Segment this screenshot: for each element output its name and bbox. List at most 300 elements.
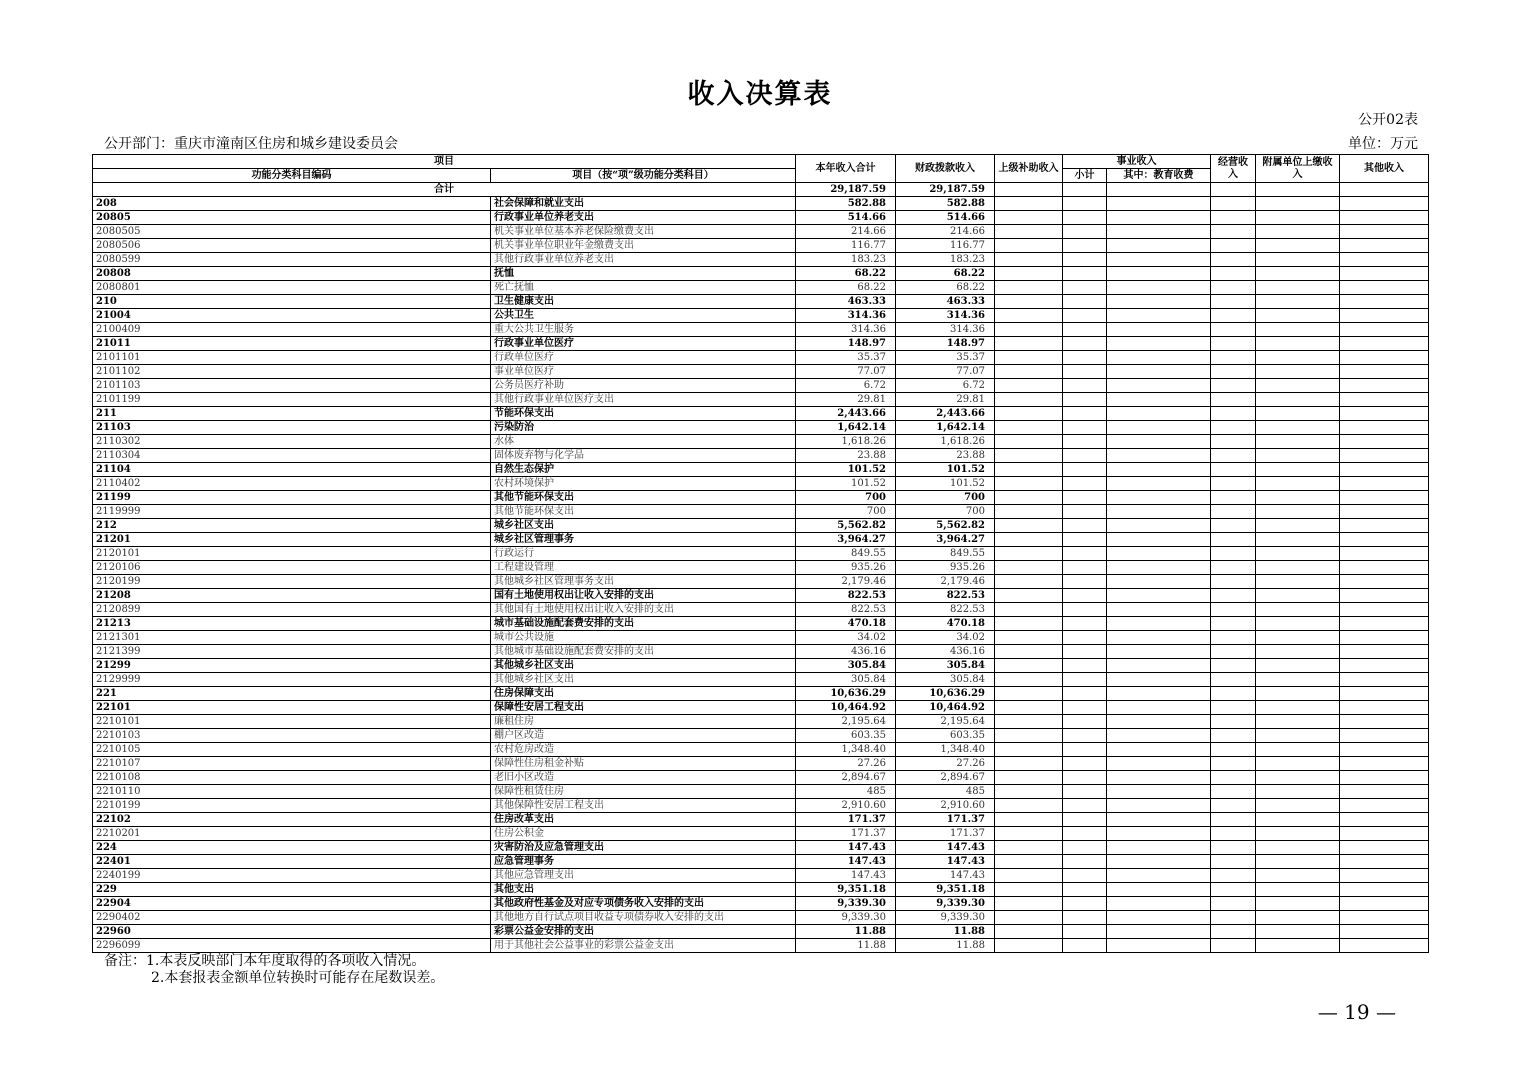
row-name: 其他政府性基金及对应专项债务收入安排的支出 [491,897,796,911]
row-total: 514.66 [796,211,896,225]
empty-cell [995,393,1063,407]
empty-cell [1256,435,1340,449]
empty-cell [1107,785,1211,799]
empty-cell [1107,855,1211,869]
row-total: 436.16 [796,645,896,659]
empty-cell [1107,421,1211,435]
empty-cell [1256,393,1340,407]
empty-cell [1340,393,1429,407]
empty-cell [1340,295,1429,309]
row-code: 21213 [93,617,491,631]
empty-cell [1256,295,1340,309]
unit-label: 单位：万元 [1348,136,1418,152]
row-name: 卫生健康支出 [491,295,796,309]
row-code: 2080505 [93,225,491,239]
empty-cell [1063,309,1107,323]
empty-cell [1063,491,1107,505]
empty-cell [995,939,1063,953]
row-code: 2129999 [93,673,491,687]
table-row [93,295,1429,309]
empty-cell [1063,407,1107,421]
row-code: 2296099 [93,939,491,953]
table-row [93,673,1429,687]
row-total: 822.53 [796,603,896,617]
empty-cell [1063,449,1107,463]
row-name: 保障性租赁住房 [491,785,796,799]
empty-cell [1256,659,1340,673]
row-total: 77.07 [796,365,896,379]
row-fiscal: 1,618.26 [896,435,995,449]
empty-cell [1340,617,1429,631]
empty-cell [1340,841,1429,855]
row-name: 其他城乡社区支出 [491,673,796,687]
empty-cell [1340,379,1429,393]
empty-cell [1107,435,1211,449]
row-total: 470.18 [796,617,896,631]
row-name: 国有土地使用权出让收入安排的支出 [491,589,796,603]
row-code: 211 [93,407,491,421]
empty-cell [1107,701,1211,715]
row-fiscal: 470.18 [896,617,995,631]
table-row [93,337,1429,351]
empty-cell [1063,337,1107,351]
row-name: 城市基础设施配套费安排的支出 [491,617,796,631]
empty-cell [1256,575,1340,589]
empty-cell [1211,463,1256,477]
header-fiscal: 财政拨款收入 [896,155,995,183]
empty-cell [1107,631,1211,645]
empty-cell [1211,337,1256,351]
row-total: 1,618.26 [796,435,896,449]
empty-cell [1063,687,1107,701]
row-name: 机关事业单位职业年金缴费支出 [491,239,796,253]
row-fiscal: 700 [896,505,995,519]
table-row [93,603,1429,617]
row-total: 10,464.92 [796,701,896,715]
empty-cell [1063,939,1107,953]
empty-cell [1211,225,1256,239]
row-code: 224 [93,841,491,855]
empty-cell [1107,603,1211,617]
row-total: 2,179.46 [796,575,896,589]
row-name: 农村环境保护 [491,477,796,491]
empty-cell [1063,533,1107,547]
empty-cell [995,533,1063,547]
row-code: 22904 [93,897,491,911]
row-total: 101.52 [796,477,896,491]
table-row [93,505,1429,519]
empty-cell [1340,225,1429,239]
row-name: 其他城市基础设施配套费安排的支出 [491,645,796,659]
table-row [93,519,1429,533]
row-fiscal: 2,179.46 [896,575,995,589]
empty-cell [1107,547,1211,561]
empty-cell [1211,883,1256,897]
empty-cell [1063,225,1107,239]
empty-cell [1211,267,1256,281]
empty-cell [1107,407,1211,421]
row-code: 2210108 [93,771,491,785]
empty-cell [1256,379,1340,393]
row-code: 212 [93,519,491,533]
empty-cell [995,323,1063,337]
empty-cell [1063,393,1107,407]
empty-cell [995,435,1063,449]
table-row [93,589,1429,603]
empty-cell [1256,729,1340,743]
empty-cell [1256,421,1340,435]
empty-cell [1256,365,1340,379]
empty-cell [1340,547,1429,561]
row-name: 住房改革支出 [491,813,796,827]
row-fiscal: 2,443.66 [896,407,995,421]
empty-cell [1340,211,1429,225]
empty-cell [1340,771,1429,785]
row-total: 11.88 [796,925,896,939]
empty-cell [1107,491,1211,505]
row-code: 22960 [93,925,491,939]
row-total: 2,195.64 [796,715,896,729]
row-fiscal: 214.66 [896,225,995,239]
empty-cell [1107,225,1211,239]
row-fiscal: 305.84 [896,673,995,687]
empty-cell [995,519,1063,533]
table-row [93,365,1429,379]
table-row [93,701,1429,715]
row-total: 463.33 [796,295,896,309]
row-code: 229 [93,883,491,897]
row-total: 147.43 [796,855,896,869]
row-total: 2,894.67 [796,771,896,785]
empty-cell [1340,407,1429,421]
row-code: 2210199 [93,799,491,813]
empty-cell [1256,841,1340,855]
table-row [93,393,1429,407]
empty-cell [1340,477,1429,491]
empty-cell [995,757,1063,771]
row-name: 廉租住房 [491,715,796,729]
empty-cell [1256,589,1340,603]
row-code: 22101 [93,701,491,715]
table-row [93,421,1429,435]
header-operating: 经营收入 [1211,155,1256,183]
row-code: 20808 [93,267,491,281]
row-name: 农村危房改造 [491,743,796,757]
empty-cell [1340,603,1429,617]
empty-cell [1340,701,1429,715]
empty-cell [1063,295,1107,309]
empty-cell [1107,589,1211,603]
empty-cell [1063,505,1107,519]
row-total: 5,562.82 [796,519,896,533]
empty-cell [995,379,1063,393]
empty-cell [1340,687,1429,701]
row-total: 171.37 [796,827,896,841]
row-fiscal: 101.52 [896,477,995,491]
empty-cell [1340,855,1429,869]
empty-cell [995,617,1063,631]
row-total: 3,964.27 [796,533,896,547]
empty-cell [1340,239,1429,253]
table-row [93,281,1429,295]
empty-cell [1340,281,1429,295]
empty-cell [1063,673,1107,687]
row-total: 305.84 [796,659,896,673]
table-body [93,183,1429,953]
row-fiscal: 2,195.64 [896,715,995,729]
row-fiscal: 514.66 [896,211,995,225]
row-fiscal: 1,642.14 [896,421,995,435]
row-total: 849.55 [796,547,896,561]
row-code: 2121399 [93,645,491,659]
empty-cell [995,771,1063,785]
row-name: 老旧小区改造 [491,771,796,785]
row-total: 9,339.30 [796,897,896,911]
row-code: 2110402 [93,477,491,491]
summary-row [93,183,1429,197]
empty-cell [1107,869,1211,883]
empty-cell [1340,813,1429,827]
row-name: 其他应急管理支出 [491,869,796,883]
row-name: 其他城乡社区支出 [491,659,796,673]
row-code: 2080506 [93,239,491,253]
empty-cell [1063,827,1107,841]
table-row [93,533,1429,547]
table-row [93,771,1429,785]
empty-cell [1107,295,1211,309]
empty-cell [1256,757,1340,771]
table-row [93,225,1429,239]
empty-cell [1340,337,1429,351]
empty-cell [1063,883,1107,897]
row-fiscal: 101.52 [896,463,995,477]
empty-cell [1211,771,1256,785]
empty-cell [1107,253,1211,267]
empty-cell [995,267,1063,281]
empty-cell [1107,939,1211,953]
empty-cell [1063,519,1107,533]
table-row [93,491,1429,505]
empty-cell [1063,603,1107,617]
row-code: 2101102 [93,365,491,379]
empty-cell [1340,491,1429,505]
empty-cell [1256,827,1340,841]
row-fiscal: 147.43 [896,869,995,883]
row-fiscal: 2,894.67 [896,771,995,785]
header-other: 其他收入 [1340,155,1429,183]
empty-cell [1211,603,1256,617]
empty-cell [1063,477,1107,491]
row-code: 2210110 [93,785,491,799]
empty-cell [1211,533,1256,547]
header-code: 功能分类科目编码 [93,169,491,183]
empty-cell [1211,547,1256,561]
empty-cell [1256,533,1340,547]
empty-cell [1107,925,1211,939]
table-row [93,827,1429,841]
row-name: 抚恤 [491,267,796,281]
empty-cell [1211,729,1256,743]
table-header [93,155,1429,183]
empty-cell [1256,519,1340,533]
table-row [93,841,1429,855]
row-total: 183.23 [796,253,896,267]
empty-cell [1063,869,1107,883]
empty-cell [1211,757,1256,771]
empty-cell [1063,211,1107,225]
empty-cell [1107,897,1211,911]
empty-cell [1063,911,1107,925]
row-fiscal: 3,964.27 [896,533,995,547]
row-code: 2120899 [93,603,491,617]
row-name: 行政事业单位医疗 [491,337,796,351]
empty-cell [1256,547,1340,561]
row-code: 2119999 [93,505,491,519]
empty-cell [1063,841,1107,855]
row-fiscal: 34.02 [896,631,995,645]
empty-cell [1256,561,1340,575]
table-row [93,687,1429,701]
row-code: 2210101 [93,715,491,729]
empty-cell [1211,589,1256,603]
note-line-1: 备注：1.本表反映部门本年度取得的各项收入情况。 [104,953,426,969]
empty-cell [1340,757,1429,771]
empty-cell [1256,491,1340,505]
empty-cell [1340,351,1429,365]
row-total: 2,443.66 [796,407,896,421]
empty-cell [1211,435,1256,449]
empty-cell [1063,701,1107,715]
row-name: 棚户区改造 [491,729,796,743]
empty-cell [1256,197,1340,211]
empty-cell [1256,715,1340,729]
row-name: 保障性安居工程支出 [491,701,796,715]
row-name: 行政事业单位养老支出 [491,211,796,225]
row-fiscal: 171.37 [896,827,995,841]
row-total: 10,636.29 [796,687,896,701]
empty-cell [995,603,1063,617]
empty-cell [1063,715,1107,729]
empty-cell [1340,897,1429,911]
row-code: 21199 [93,491,491,505]
empty-cell [1256,309,1340,323]
row-name: 应急管理事务 [491,855,796,869]
empty-cell [1107,911,1211,925]
empty-cell [995,813,1063,827]
empty-cell [1063,561,1107,575]
empty-cell [1211,323,1256,337]
empty-cell [1211,715,1256,729]
empty-cell [1340,519,1429,533]
empty-cell [1256,463,1340,477]
empty-cell [1340,421,1429,435]
empty-cell [995,365,1063,379]
row-name: 死亡抚恤 [491,281,796,295]
row-total: 29.81 [796,393,896,407]
row-total: 147.43 [796,869,896,883]
empty-cell [1063,365,1107,379]
empty-cell [995,897,1063,911]
empty-cell [1211,701,1256,715]
row-code: 21208 [93,589,491,603]
empty-cell [1211,855,1256,869]
empty-cell [1211,687,1256,701]
row-total: 68.22 [796,267,896,281]
row-code: 2101101 [93,351,491,365]
empty-cell [1340,505,1429,519]
row-name: 水体 [491,435,796,449]
row-fiscal: 11.88 [896,939,995,953]
empty-cell [1107,519,1211,533]
empty-cell [1256,869,1340,883]
empty-cell [1063,897,1107,911]
row-fiscal: 485 [896,785,995,799]
table-row [93,925,1429,939]
empty-cell [1063,267,1107,281]
empty-cell [1063,799,1107,813]
row-name: 固体废弃物与化学品 [491,449,796,463]
empty-cell [1107,687,1211,701]
empty-cell [1256,449,1340,463]
empty-cell [1107,323,1211,337]
empty-cell [1211,519,1256,533]
empty-cell [1211,785,1256,799]
empty-cell [1107,477,1211,491]
empty-cell [1340,743,1429,757]
row-code: 2210107 [93,757,491,771]
empty-cell [1256,645,1340,659]
empty-cell [1107,617,1211,631]
row-fiscal: 10,464.92 [896,701,995,715]
empty-cell [995,337,1063,351]
empty-cell [995,239,1063,253]
table-row [93,617,1429,631]
empty-cell [1211,743,1256,757]
empty-cell [1340,253,1429,267]
empty-cell [1256,673,1340,687]
row-name: 行政单位医疗 [491,351,796,365]
table-row [93,267,1429,281]
row-name: 其他行政事业单位养老支出 [491,253,796,267]
empty-cell [1340,323,1429,337]
row-fiscal: 822.53 [896,589,995,603]
empty-cell [1211,841,1256,855]
row-fiscal: 11.88 [896,925,995,939]
row-code: 210 [93,295,491,309]
empty-cell [1063,323,1107,337]
empty-cell [1211,253,1256,267]
table-row [93,407,1429,421]
empty-cell [1256,505,1340,519]
row-total: 485 [796,785,896,799]
empty-cell [1107,771,1211,785]
row-code: 2110302 [93,435,491,449]
row-fiscal: 463.33 [896,295,995,309]
empty-cell [995,925,1063,939]
row-total: 822.53 [796,589,896,603]
empty-cell [1107,393,1211,407]
empty-cell [995,295,1063,309]
empty-cell [1107,337,1211,351]
empty-cell [1211,561,1256,575]
empty-cell [1256,323,1340,337]
header-education: 其中：教育收费 [1107,169,1211,183]
row-fiscal: 147.43 [896,841,995,855]
empty-cell [1107,575,1211,589]
empty-cell [1063,547,1107,561]
row-code: 2080599 [93,253,491,267]
row-code: 21201 [93,533,491,547]
